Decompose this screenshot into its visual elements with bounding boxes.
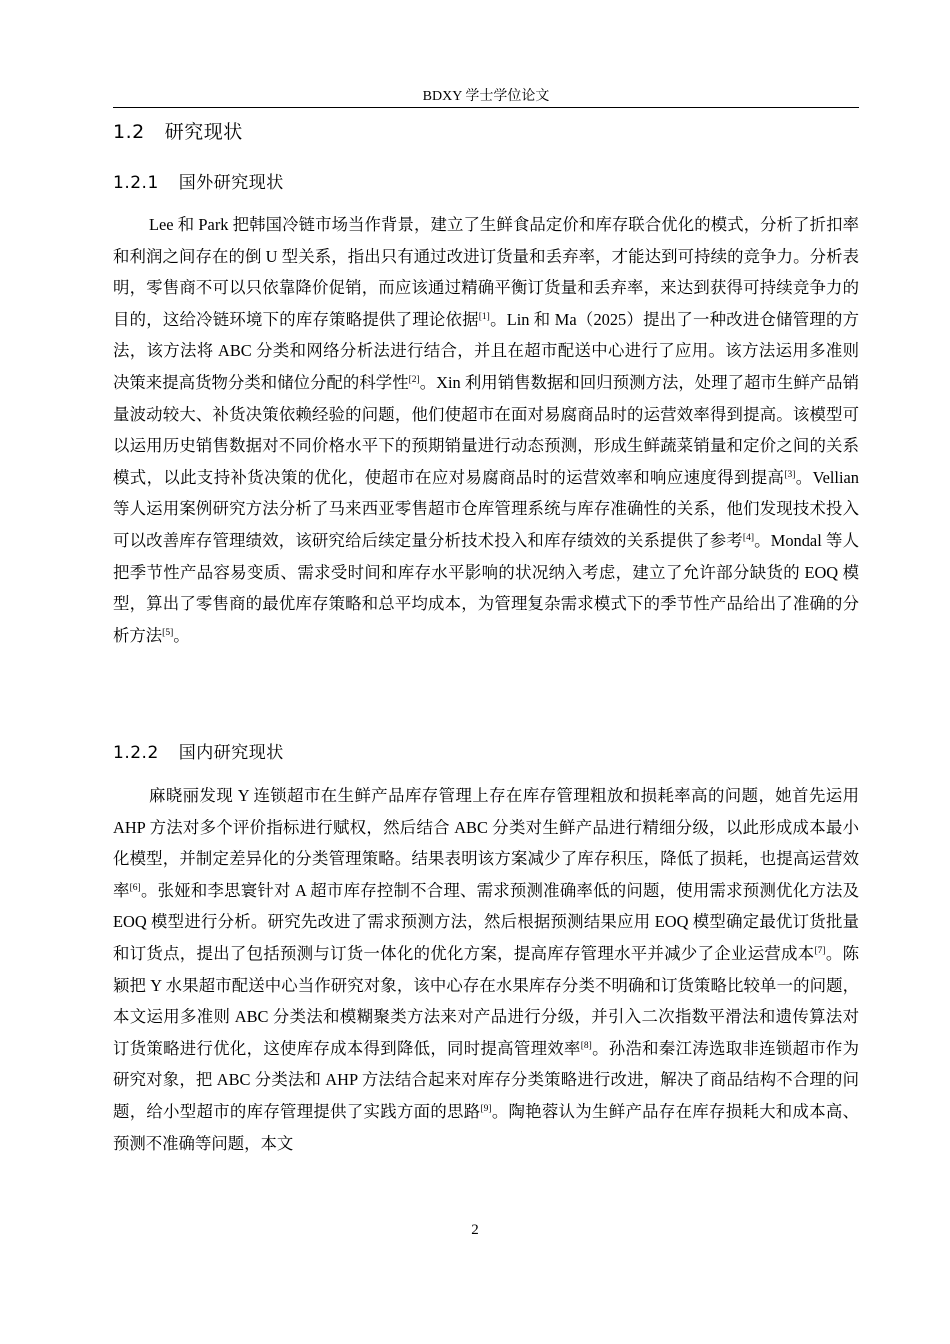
subsection-heading-domestic xyxy=(113,741,284,765)
running-header: BDXY 学士学位论文 xyxy=(422,89,550,104)
page-number: 2 xyxy=(471,1222,479,1238)
citation: [2] xyxy=(408,374,420,385)
section-number: 1.2 xyxy=(113,121,145,143)
citation: [8] xyxy=(580,1040,592,1051)
body-text: 。Mondal 等人把季节性产品容易变质、需求受时间和库存水平影响的状况纳入考虑，建立了允许部分缺货的 EOQ 模型，算出了零售商的最优库存策略和总平均成本，为管理复杂需求模式下的季节性产品给出了准确的分析方法 xyxy=(113,530,860,645)
body-text: 。Xin 利用销售数据和回归预测方法，处理了超市生鲜产品销量波动较大、补货决策依赖经验的问题，他们使超市在面对易腐商品时的运营效率得到提高。该模型可以运用历史销售数据对不同价格水平下的预期销量进行动态预测，形成生鲜蔬菜销量和定价之间的关系模式，以此支持补货决策的优化，使超市在应对易腐商品时的运营效率和响应速度得到提高 xyxy=(113,372,860,487)
body-text: 。Lin 和 Ma（2025）提出了一种改进仓储管理的方法，该方法将 ABC 分类和网络分析法进行结合，并且在超市配送中心进行了应用。该方法运用多准则决策来提高货物分类和储位分配的科学性 xyxy=(113,309,859,392)
body-text: 。陶艳蓉认为生鲜产品存在库存损耗大和成本高、预测不准确等问题，本文 xyxy=(113,1101,860,1153)
subsection-title: 国外研究现状 xyxy=(178,173,284,193)
citation: [6] xyxy=(129,882,141,893)
body-text: 。张娅和李思寰针对 A 超市库存控制不合理、需求预测准确率低的问题，使用需求预测优化方法及 EOQ 模型进行分析。研究先改进了需求预测方法，然后根据预测结果应用 EOQ 模型确定最优订货批量和订货点，提出了包括预测与订货一体化的优化方案，提高库存管理水平并减少了企业运营成本 xyxy=(113,880,860,963)
citation: [9] xyxy=(480,1103,492,1114)
citation: [4] xyxy=(742,532,754,543)
section-title: 研究现状 xyxy=(164,121,243,143)
citation: [1] xyxy=(478,311,490,322)
subsection-number: 1.2.1 xyxy=(113,173,159,193)
citation: [7] xyxy=(814,945,826,956)
body-text: Lee 和 Park 把韩国冷链市场当作背景，建立了生鲜食品定价和库存联合优化的模式，分析了折扣率和利润之间存在的倒 U 型关系，指出只有通过改进订货量和丢弃率，才能达到可持续的竞争力。分析表明，零售商不可以只依靠降价促销，而应该通过精确平衡订货量和丢弃率，来达到获得可持续竞争力的目的，这给冷链环境下的库存策略提供了理论依据 xyxy=(113,215,859,329)
header-rule xyxy=(113,107,859,108)
paragraph-foreign-research xyxy=(113,209,859,651)
subsection-heading-foreign xyxy=(113,171,284,195)
body-text: 。Vellian 等人运用案例研究方法分析了马来西亚零售超市仓库管理系统与库存准确性的关系，他们发现技术投入可以改善库存管理绩效，该研究给后续定量分析技术投入和库存绩效的关系提供了参考 xyxy=(113,467,859,550)
paragraph-domestic-research xyxy=(113,780,859,1159)
citation: [3] xyxy=(784,469,796,480)
citation: [5] xyxy=(162,627,174,638)
subsection-number: 1.2.2 xyxy=(113,743,159,763)
body-text: 麻晓丽发现 Y 连锁超市在生鲜产品库存管理上存在库存管理粗放和损耗率高的问题，她首先运用 AHP 方法对多个评价指标进行赋权，然后结合 ABC 分类对生鲜产品进行精细分级，以此形成成本最小化模型，并制定差异化的分类管理策略。结果表明该方案减少了库存积压，降低了损耗，也提高运营效率 xyxy=(113,786,859,900)
body-text: 。陈颖把 Y 水果超市配送中心当作研究对象，该中心存在水果库存分类不明确和订货策略比较单一的问题，本文运用多准则 ABC 分类法和模糊聚类方法来对产品进行分级，并引入二次指数平滑法和遗传算法对订货策略进行优化，这使库存成本得到降低，同时提高管理效率 xyxy=(113,943,859,1058)
body-text: 。孙浩和秦江涛选取非连锁超市作为研究对象，把 ABC 分类法和 AHP 方法结合起来对库存分类策略进行改进，解决了商品结构不合理的问题，给小型超市的库存管理提供了实践方面的思路 xyxy=(113,1038,860,1121)
section-heading xyxy=(113,119,243,145)
subsection-title: 国内研究现状 xyxy=(178,743,284,763)
body-text: 。 xyxy=(173,625,190,645)
